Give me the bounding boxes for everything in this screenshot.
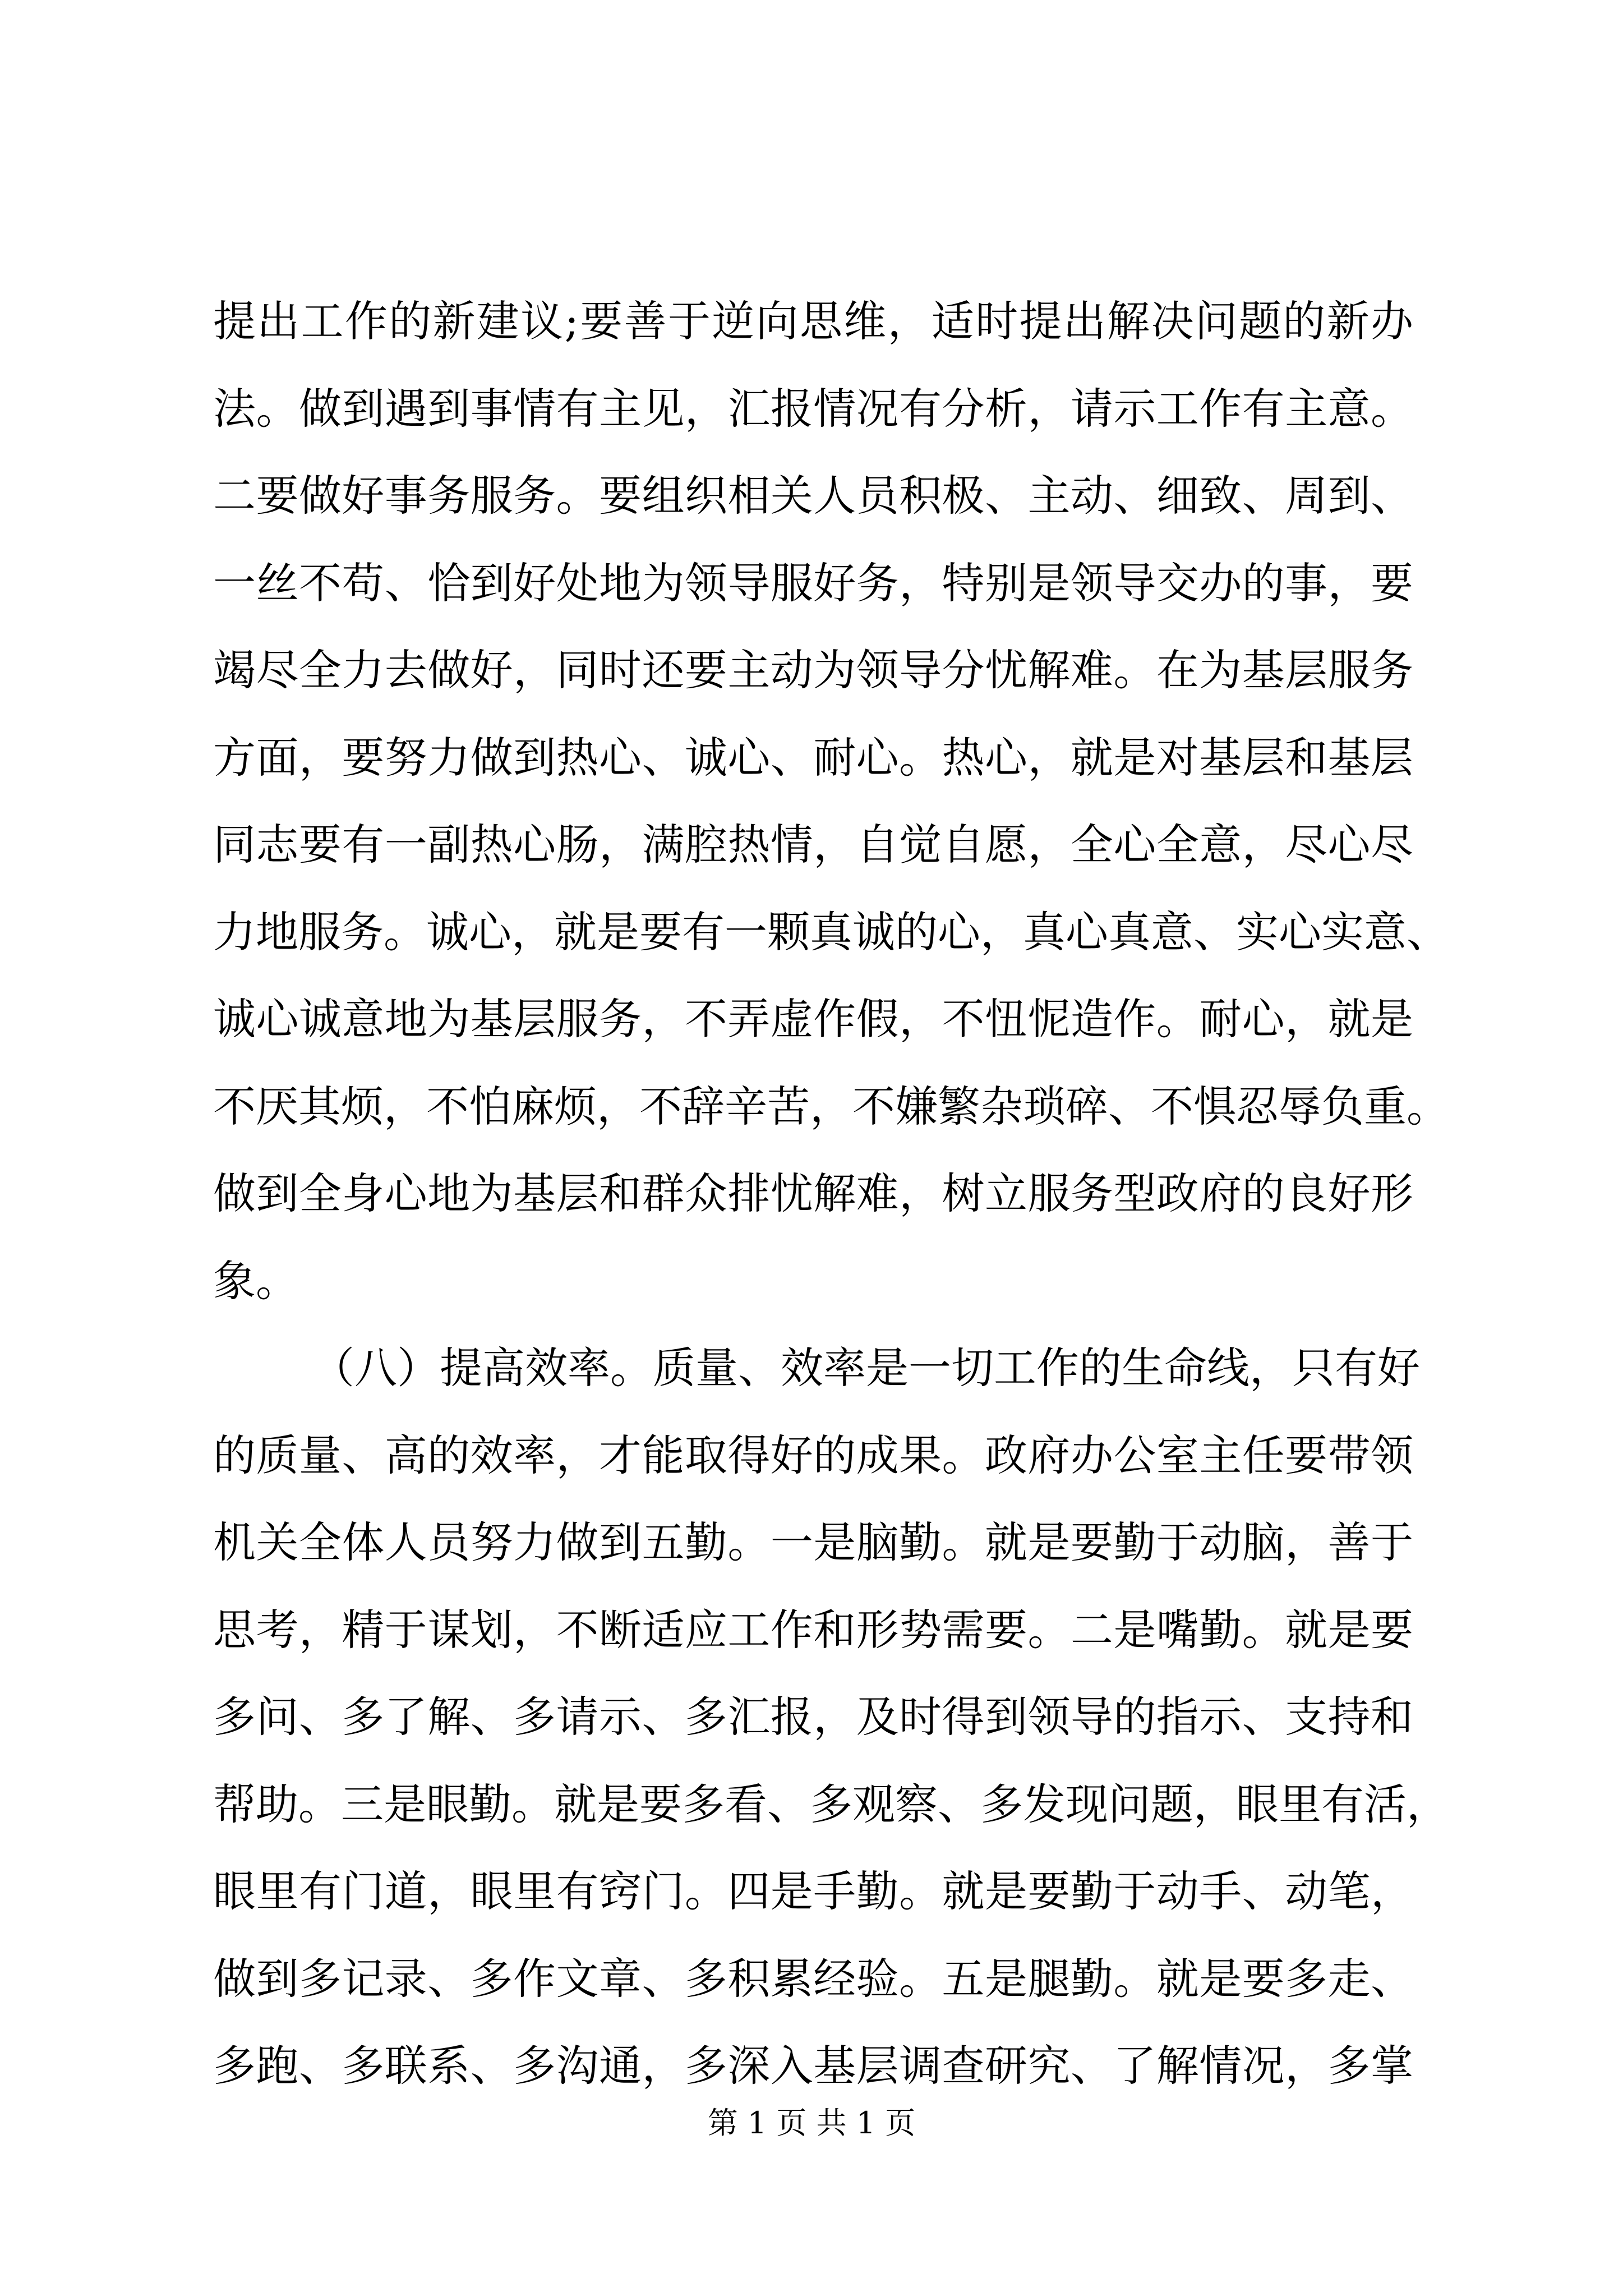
- text-line: 提出工作的新建议;要善于逆向思维，适时提出解决问题的新办: [213, 296, 1413, 346]
- text-line: 做到全身心地为基层和群众排忧解难，树立服务型政府的良好形: [213, 1168, 1413, 1218]
- text-line: 思考，精于谋划，不断适应工作和形势需要。二是嘴勤。就是要: [213, 1604, 1413, 1655]
- text-line: 诚心诚意地为基层服务，不弄虚作假，不忸怩造作。耐心，就是: [213, 994, 1413, 1044]
- text-line: 竭尽全力去做好，同时还要主动为领导分忧解难。在为基层服务: [213, 645, 1413, 695]
- text-line: 同志要有一副热心肠，满腔热情，自觉自愿，全心全意，尽心尽: [213, 820, 1413, 869]
- text-line: 二要做好事务服务。要组织相关人员积极、主动、细致、周到、: [213, 471, 1413, 521]
- text-line: 法。做到遇到事情有主见，汇报情况有分析，请示工作有主意。: [213, 383, 1413, 434]
- text-line-paragraph-start: （八）提高效率。质量、效率是一切工作的生命线，只有好: [312, 1343, 1420, 1393]
- text-line: 眼里有门道，眼里有窍门。四是手勤。就是要勤于动手、动笔，: [213, 1866, 1413, 1916]
- text-line: 做到多记录、多作文章、多积累经验。五是腿勤。就是要多走、: [213, 1953, 1413, 2004]
- text-line: 力地服务。诚心，就是要有一颗真诚的心，真心真意、实心实意、: [213, 907, 1449, 957]
- text-line: 多问、多了解、多请示、多汇报，及时得到领导的指示、支持和: [213, 1692, 1413, 1742]
- text-line-paragraph-end: 象。: [213, 1255, 298, 1306]
- text-line: 一丝不苟、恰到好处地为领导服好务，特别是领导交办的事，要: [213, 558, 1413, 608]
- document-body: [213, 292, 1449, 2124]
- text-line: 机关全体人员努力做到五勤。一是脑勤。就是要勤于动脑，善于: [213, 1517, 1413, 1567]
- text-line: 不厌其烦，不怕麻烦，不辞辛苦，不嫌繁杂琐碎、不惧忍辱负重。: [213, 1081, 1449, 1131]
- page-number-footer: 第 1 页 共 1 页: [707, 2105, 916, 2141]
- text-line: 多跑、多联系、多沟通，多深入基层调查研究、了解情况，多掌: [213, 2041, 1413, 2091]
- text-line: 方面，要努力做到热心、诚心、耐心。热心，就是对基层和基层: [213, 732, 1413, 783]
- text-line: 帮助。三是眼勤。就是要多看、多观察、多发现问题，眼里有活，: [213, 1779, 1449, 1829]
- text-line: 的质量、高的效率，才能取得好的成果。政府办公室主任要带领: [213, 1430, 1413, 1480]
